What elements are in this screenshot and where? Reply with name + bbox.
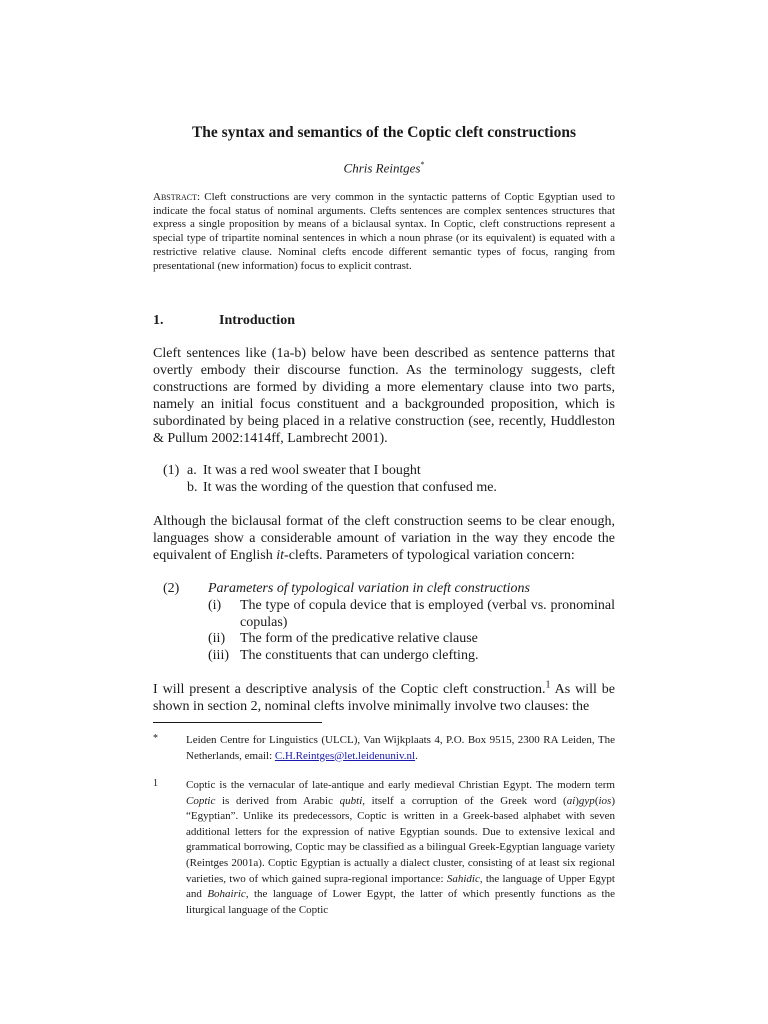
example-1b [163,479,497,496]
example-1 [163,462,497,496]
abstract-text: : Cleft constructions are very common in the syntactic patterns of Coptic Egyptian used to indicate the focal status of nominal arguments. Clefts sentences are complex sentences structures that express a single proposition by means of a biclausal syntax. In Coptic, cleft constructions represent a special type of tripartite nominal sentences in which a noun phrase (or its equivalent) is equated with a restrictive relative clause. Nominal clefts encode different semantic types of focus, ranging from presentational (new information) focus to explicit contrast. [153,191,615,272]
parameter-text: The constituents that can undergo clefting. [240,648,479,663]
footnote-body: Leiden Centre for Linguistics (ULCL), Van Wijkplaats 4, P.O. Box 9515, 2300 RA Leiden, The Netherlands, email: C.H.Reintges@let.leidenuniv.nl. [186,734,615,762]
parameter-text: The form of the predicative relative clause [240,631,478,646]
footnote-divider [153,722,322,723]
example-number: (1) [163,463,180,478]
example-text: It was a red wool sweater that I bought [203,463,421,478]
abstract [153,191,615,273]
section-title: Introduction [219,313,295,328]
email-link[interactable]: C.H.Reintges@let.leidenuniv.nl [274,749,416,762]
example-letter: a. [187,463,197,478]
example-number: (2) [163,581,180,596]
section-heading [153,313,295,329]
footnote-mark: * [153,733,158,744]
author-name: Chris Reintges [343,160,421,176]
example-letter: b. [187,480,198,495]
paper-title: The syntax and semantics of the Coptic cleft constructions [191,124,577,141]
section-number: 1. [153,313,164,328]
example-1a [163,462,497,479]
italic-it: it [276,548,285,563]
paragraph-analysis: I will present a descriptive analysis of the Coptic cleft construction.$^1$ As will be shown in section 2, nominal clefts involve minimally involve two clauses: the [153,679,616,714]
example-2-title: Parameters of typological variation in cleft constructions [208,581,530,596]
author-footnote-mark: * [420,160,425,169]
footnote-mark: 1 [153,778,158,789]
abstract-label: Abstract [153,191,197,203]
roman-numeral: (iii) [208,648,229,663]
author-line [0,160,768,176]
paragraph-variation: Although the biclausal format of the cleft construction seems to be clear enough, languages show a considerable amount of variation in the way they encode the equivalent of English it-clefts. Parameters of typological variation concern: [153,514,615,563]
roman-numeral: (i) [208,598,222,613]
footnote-ref[interactable]: 1 [545,679,551,691]
paragraph-intro: Cleft sentences like (1a-b) below have been described as sentence patterns that overtly embody their discourse function. As the terminology suggests, cleft constructions are formed by dividing a more elementary clause into two parts, namely an initial focus constituent and a backgrounded proposition, which is subordinated by being placed in a relative construction (see, recently, Huddleston & Pullum 2002:1414ff, Lambrecht 2001). [153,346,615,446]
footnote-body: Coptic is the vernacular of late-antique and early medieval Christian Egypt. The modern term Coptic is derived from Arabic qubti, itself a corruption of the Greek word (ai)gyp(ios) “Egyptian”. Unlike its predecessors, Coptic is written in a Greek-based alphabet with seven additional letters for the expression of native Egyptian sounds. Due to extensive lexical and grammatical borrowing, Coptic may be classified as a bilingual Greek-Egyptian language variety (Reintges 2001a). Coptic Egyptian is actually a dialect cluster, consisting of at least six regional varieties, two of which gained supra-regional importance: Sahidic, the language of Upper Egypt and Bohairic, the language of Lower Egypt, the latter of which presently functions as the liturgical language of the Coptic [186,779,615,916]
roman-numeral: (ii) [208,631,226,646]
example-text: It was the wording of the question that confused me. [203,480,497,495]
parameter-text: The type of copula device that is employed (verbal vs. pronominal copulas) [240,598,615,630]
